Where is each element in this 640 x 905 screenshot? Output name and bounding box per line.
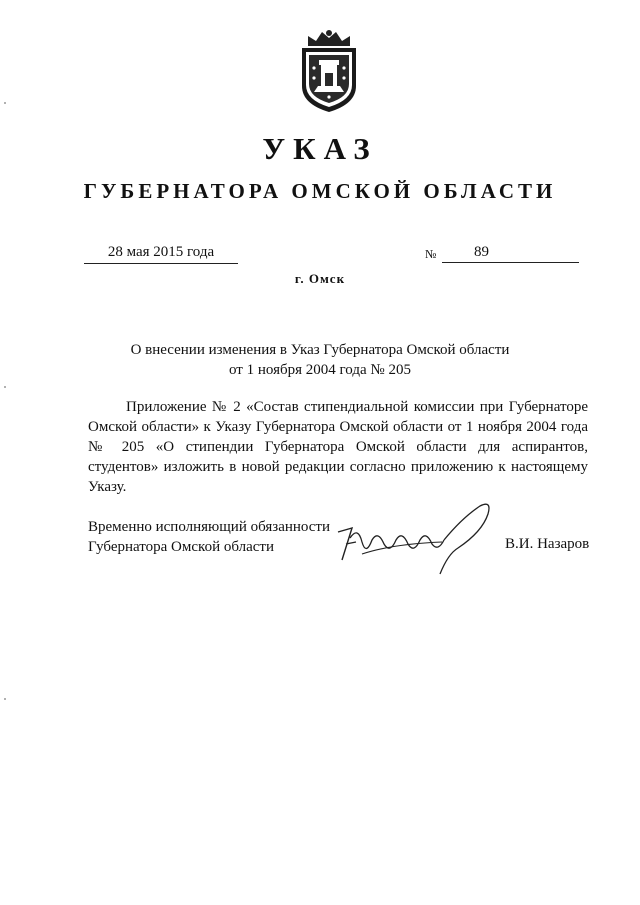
decree-subject-line-2: от 1 ноября 2004 года № 205 bbox=[229, 362, 411, 378]
signatory-position-line-2: Губернатора Омской области bbox=[88, 539, 274, 555]
decree-date: 28 мая 2015 года bbox=[84, 244, 238, 264]
scan-artifact bbox=[4, 698, 6, 700]
decree-body-paragraph: Приложение № 2 «Состав стипендиальной комиссии при Губернаторе Омской области» к Указу Губернатора Омской области от 1 ноября 2004 года № 205 «О стипендии Губернатора Омской области для аспирантов, студентов» изложить в новой редакции согласно приложению к настоящему Указу. bbox=[88, 399, 588, 495]
signatory-position-line-1: Временно исполняющий обязанности bbox=[88, 519, 331, 535]
decree-subject-line-1: О внесении изменения в Указ Губернатора Омской области bbox=[130, 342, 510, 358]
decree-number: 89 bbox=[442, 244, 579, 263]
signatory-position bbox=[88, 517, 330, 557]
scan-artifact bbox=[4, 386, 6, 388]
decree-subject bbox=[0, 340, 640, 380]
signatory-name: В.И. Назаров bbox=[505, 536, 590, 552]
document-type-title: УКАЗ bbox=[262, 131, 378, 166]
issuing-authority-subtitle: ГУБЕРНАТОРА ОМСКОЙ ОБЛАСТИ bbox=[83, 179, 557, 203]
issuing-city: г. Омск bbox=[294, 271, 346, 286]
coat-of-arms-icon bbox=[294, 28, 364, 114]
scan-artifact bbox=[4, 102, 6, 104]
handwritten-signature-icon bbox=[332, 498, 502, 576]
decree-number-label: № bbox=[425, 247, 437, 261]
